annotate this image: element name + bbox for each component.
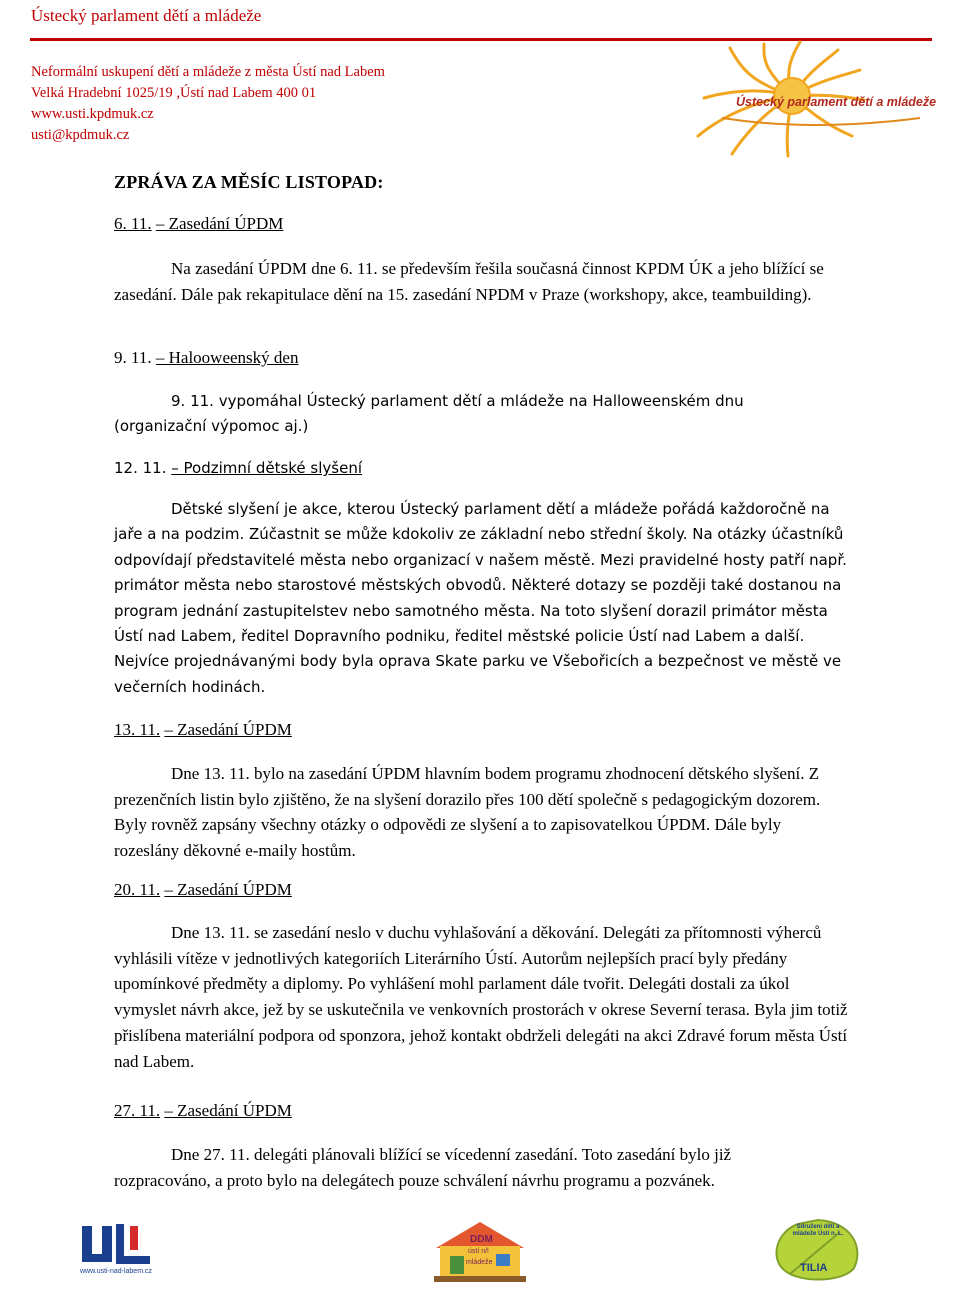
section-heading-5: [114, 880, 292, 900]
section-text-6: Dne 27. 11. delegáti plánovali blížící se vícedenní zasedání. Toto zasedání bylo již rozpracováno, a proto bylo na delegátech pouze schválení návrhu programu a pozvánek.: [114, 1145, 732, 1190]
contact-address: Velká Hradební 1025/19 ,Ústí nad Labem 400 01: [31, 85, 317, 101]
section-date: 27. 11.: [114, 1101, 161, 1120]
parliament-logo: [692, 40, 937, 160]
section-heading-6: [114, 1101, 292, 1121]
section-title: – Halooweenský den: [155, 348, 299, 367]
tilia-logo-text: Sdružení dětí a mládeže Ústí n. L.: [792, 1224, 844, 1237]
section-heading-2: [114, 348, 298, 368]
tilia-logo-name: TILIA: [800, 1262, 828, 1274]
section-date: 6. 11.: [114, 214, 152, 233]
section-date: 13. 11.: [114, 720, 161, 739]
section-text-1: Na zasedání ÚPDM dne 6. 11. se především řešila současná činnost KPDM ÚK a jeho blížící se zasedání. Dále pak rekapitulace dění na 15. zasedání NPDM v Praze (workshopy, akce, teambuilding).: [114, 259, 824, 304]
section-heading-3: [114, 459, 362, 477]
section-heading-4: [114, 720, 292, 740]
section-title: – Zasedání ÚPDM: [164, 1101, 292, 1120]
ddm-logo-line: mládeže: [466, 1259, 493, 1266]
parliament-logo-text: Ústecký parlament dětí a mládeže: [736, 95, 937, 109]
section-text-3: Dětské slyšení je akce, kterou Ústecký parlament dětí a mládeže pořádá každoročně na jaře a na podzim. Zúčastnit se může kdokoliv ze základní nebo střední školy. Na otázky účastníků odpovídají představitelé města nebo organizací v našem městě. Mezi pravidelné hosty patří např. primátor města nebo starostové městských obvodů. Některé dotazy se později také dostanou na program jednání zastupitelstev nebo samotného města. Na toto slyšení dorazil primátor města Ústí nad Labem, ředitel Dopravního podniku, ředitel městské policie Ústí nad Labem a další. Nejvíce projednávanými body byla oprava Skate parku ve Všebořicích a bezpečnost ve městě ve večerních hodinách.: [114, 500, 847, 696]
section-date: 12. 11.: [114, 459, 167, 477]
report-title: ZPRÁVA ZA MĚSÍC LISTOPAD:: [114, 172, 384, 192]
section-date: 9. 11.: [114, 348, 152, 367]
contact-website[interactable]: www.usti.kpdmuk.cz: [31, 106, 154, 122]
contact-email[interactable]: usti@kpdmuk.cz: [31, 127, 130, 143]
usti-city-logo: [80, 1220, 152, 1282]
section-title: – Zasedání ÚPDM: [164, 720, 292, 739]
contact-organization: Neformální uskupení dětí a mládeže z města Ústí nad Labem: [31, 64, 385, 80]
section-date: 20. 11.: [114, 880, 161, 899]
ddm-logo: [426, 1218, 534, 1284]
section-text-2: 9. 11. vypomáhal Ústecký parlament dětí a mládeže na Halloweenském dnu (organizační výpomoc aj.): [114, 392, 744, 436]
section-title: – Podzimní dětské slyšení: [171, 459, 363, 477]
contact-block: [31, 62, 385, 146]
tilia-logo: [770, 1218, 866, 1284]
section-text-5: Dne 13. 11. se zasedání neslo v duchu vyhlašování a děkování. Delegáti za přítomnosti výherců vyhlásili vítěze v jednotlivých kategoriích Literárního Ústí. Autorům nejlepších prací byly předány upomínkové předměty a diplomy. Po vyhlášení mohl parlament dále tvořit. Delegáti dostali za úkol vymyslet návrh akce, jež by se uskutečnila ve venkovních prostorách v okrese Severní terasa. Byla jim totiž přislíbena materiální podpora od sponzora, jehož kontakt obdrželi delegáti na akci Zdravé forum města Ústí nad Labem.: [114, 923, 848, 1071]
section-title: – Zasedání ÚPDM: [155, 214, 284, 233]
section-text-4: Dne 13. 11. bylo na zasedání ÚPDM hlavním bodem programu zhodnocení dětského slyšení. Z prezenčních listin bylo zjištěno, že na slyšení dorazilo přes 100 dětí společně s pedagogickým dozorem. Byly rovněž zapsány všechny otázky o odpovědi ze slyšení a to zapisovatelkou ÚPDM. Dále byly rozeslány děkovné e-maily hostům.: [114, 764, 821, 861]
usti-logo-url: www.usti-nad-labem.cz: [80, 1268, 152, 1275]
header-title: Ústecký parlament dětí a mládeže: [31, 6, 262, 25]
section-heading-1: [114, 214, 283, 234]
ddm-logo-text: DDM: [470, 1234, 493, 1245]
section-title: – Zasedání ÚPDM: [164, 880, 292, 899]
ddm-logo-subtext: ústí n/l: [468, 1248, 489, 1255]
